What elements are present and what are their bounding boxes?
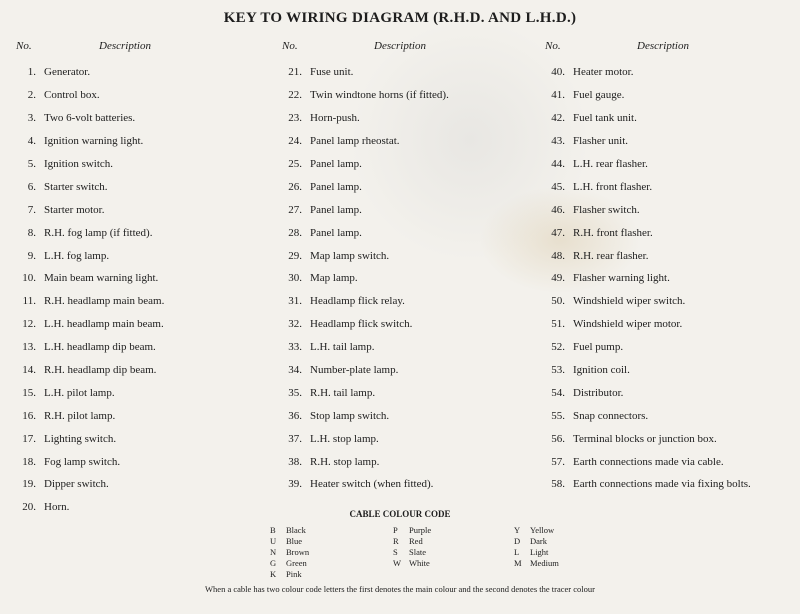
key-number: 36. bbox=[288, 409, 302, 422]
key-number: 17. bbox=[22, 432, 36, 445]
key-description: Fog lamp switch. bbox=[44, 455, 121, 468]
key-description: Fuse unit. bbox=[310, 66, 354, 79]
key-row bbox=[545, 267, 795, 290]
key-description: Lighting switch. bbox=[44, 432, 117, 445]
key-description: R.H. stop lamp. bbox=[310, 455, 380, 468]
key-row bbox=[282, 473, 542, 496]
key-description: L.H. tail lamp. bbox=[310, 341, 375, 354]
key-description: R.H. rear flasher. bbox=[573, 249, 649, 262]
key-description: L.H. fog lamp. bbox=[44, 249, 110, 262]
key-row bbox=[545, 198, 795, 221]
key-description: R.H. tail lamp. bbox=[310, 386, 376, 399]
key-number: 4. bbox=[27, 135, 36, 148]
key-number: 41. bbox=[551, 89, 565, 102]
key-row bbox=[545, 427, 795, 450]
key-row bbox=[282, 61, 542, 84]
colour-name: Dark bbox=[530, 535, 547, 546]
key-row bbox=[282, 221, 542, 244]
key-number: 2. bbox=[27, 89, 36, 102]
column-header bbox=[282, 40, 542, 56]
key-number: 27. bbox=[288, 203, 302, 216]
colour-code-entry bbox=[393, 558, 431, 569]
key-number: 18. bbox=[22, 455, 36, 468]
key-row bbox=[282, 244, 542, 267]
colour-name: Red bbox=[409, 535, 423, 546]
key-description: Horn-push. bbox=[310, 112, 360, 125]
key-description: L.H. pilot lamp. bbox=[44, 386, 115, 399]
key-description: Earth connections made via fixing bolts. bbox=[573, 478, 751, 491]
colour-letter: M bbox=[514, 558, 522, 569]
key-number: 15. bbox=[22, 386, 36, 399]
colour-code-group-1 bbox=[270, 524, 309, 580]
key-row bbox=[282, 198, 542, 221]
key-description: Number-plate lamp. bbox=[310, 364, 399, 377]
colour-letter: L bbox=[514, 546, 520, 557]
key-row bbox=[545, 153, 795, 176]
key-row bbox=[16, 221, 266, 244]
key-number: 30. bbox=[288, 272, 302, 285]
colour-name: Yellow bbox=[530, 524, 555, 535]
colour-letter: S bbox=[393, 546, 398, 557]
key-number: 45. bbox=[551, 180, 565, 193]
colour-code-entry bbox=[514, 535, 559, 546]
key-description: L.H. rear flasher. bbox=[573, 158, 648, 170]
colour-code-entry bbox=[393, 524, 431, 535]
key-description: Windshield wiper switch. bbox=[573, 295, 686, 308]
key-row bbox=[545, 290, 795, 313]
key-number: 20. bbox=[22, 501, 36, 514]
colour-name: Medium bbox=[530, 558, 559, 569]
key-number: 5. bbox=[27, 158, 36, 170]
key-description: R.H. headlamp main beam. bbox=[44, 295, 165, 308]
key-number: 21. bbox=[288, 66, 302, 79]
key-row bbox=[545, 61, 795, 84]
key-row bbox=[545, 175, 795, 198]
key-row bbox=[545, 244, 795, 267]
no-header: No. bbox=[16, 40, 32, 52]
key-row bbox=[16, 290, 266, 313]
colour-code-note: When a cable has two colour code letters the first denotes the main colour and the second denotes the tracer colour bbox=[205, 584, 595, 594]
key-number: 39. bbox=[288, 478, 302, 491]
key-number: 31. bbox=[288, 295, 302, 308]
key-row bbox=[16, 427, 266, 450]
colour-code-entry bbox=[270, 524, 309, 535]
colour-letter: Y bbox=[514, 524, 521, 535]
colour-code-entry bbox=[393, 546, 431, 557]
key-number: 44. bbox=[551, 158, 565, 170]
colour-code-entry bbox=[514, 546, 559, 557]
key-description: Fuel pump. bbox=[573, 341, 624, 354]
key-column-1 bbox=[16, 40, 266, 519]
key-description: R.H. pilot lamp. bbox=[44, 409, 116, 422]
no-header: No. bbox=[282, 40, 298, 52]
key-description: Ignition warning light. bbox=[44, 135, 144, 148]
key-description: Ignition switch. bbox=[44, 158, 114, 170]
description-header: Description bbox=[374, 40, 426, 52]
key-row bbox=[16, 359, 266, 382]
key-description: Horn. bbox=[44, 501, 70, 514]
key-description: R.H. front flasher. bbox=[573, 226, 653, 239]
key-row bbox=[282, 313, 542, 336]
key-number: 6. bbox=[27, 180, 36, 193]
key-number: 12. bbox=[22, 318, 36, 331]
key-number: 35. bbox=[288, 386, 302, 399]
key-number: 47. bbox=[551, 226, 565, 239]
key-row bbox=[282, 84, 542, 107]
key-description: Heater motor. bbox=[573, 66, 634, 79]
key-description: Stop lamp switch. bbox=[310, 409, 390, 422]
key-description: Starter motor. bbox=[44, 203, 105, 216]
colour-letter: K bbox=[270, 569, 277, 580]
key-column-3 bbox=[545, 40, 795, 496]
key-row bbox=[282, 267, 542, 290]
key-description: Windshield wiper motor. bbox=[573, 318, 683, 331]
key-description: Flasher switch. bbox=[573, 203, 640, 216]
key-number: 10. bbox=[22, 272, 36, 285]
key-row bbox=[545, 404, 795, 427]
cable-colour-code-title: CABLE COLOUR CODE bbox=[349, 509, 451, 519]
key-description: Flasher unit. bbox=[573, 135, 628, 148]
key-number: 56. bbox=[551, 432, 565, 445]
key-number: 3. bbox=[27, 112, 36, 125]
key-description: Control box. bbox=[44, 89, 100, 102]
colour-name: Black bbox=[286, 524, 306, 535]
key-description: Fuel gauge. bbox=[573, 89, 625, 102]
key-description: R.H. headlamp dip beam. bbox=[44, 364, 157, 377]
key-number: 8. bbox=[27, 226, 36, 239]
key-row bbox=[16, 175, 266, 198]
key-description: Dipper switch. bbox=[44, 478, 109, 491]
key-row bbox=[545, 450, 795, 473]
key-description: Map lamp switch. bbox=[310, 249, 390, 262]
colour-code-group-2 bbox=[393, 524, 431, 569]
no-header: No. bbox=[545, 40, 561, 52]
key-number: 57. bbox=[551, 455, 565, 468]
key-row bbox=[282, 175, 542, 198]
key-number: 49. bbox=[551, 272, 565, 285]
key-row bbox=[16, 244, 266, 267]
key-description: L.H. stop lamp. bbox=[310, 432, 379, 445]
colour-letter: G bbox=[270, 558, 277, 569]
key-description: Earth connections made via cable. bbox=[573, 455, 724, 468]
key-description: Fuel tank unit. bbox=[573, 112, 637, 125]
key-number: 11. bbox=[22, 295, 36, 308]
colour-code-entry bbox=[270, 558, 309, 569]
colour-code-entry bbox=[270, 535, 309, 546]
key-number: 37. bbox=[288, 432, 302, 445]
key-number: 29. bbox=[288, 249, 302, 262]
colour-code-entry bbox=[514, 558, 559, 569]
description-header: Description bbox=[99, 40, 151, 52]
colour-letter: U bbox=[270, 535, 277, 546]
key-number: 43. bbox=[551, 135, 565, 148]
key-row bbox=[16, 336, 266, 359]
key-row bbox=[545, 473, 795, 496]
colour-name: Blue bbox=[286, 535, 303, 546]
key-description: Headlamp flick switch. bbox=[310, 318, 413, 331]
key-description: Headlamp flick relay. bbox=[310, 295, 405, 308]
key-number: 26. bbox=[288, 180, 302, 193]
key-row bbox=[282, 336, 542, 359]
key-number: 28. bbox=[288, 226, 302, 239]
key-number: 40. bbox=[551, 66, 565, 79]
key-description: Panel lamp. bbox=[310, 226, 362, 239]
key-number: 13. bbox=[22, 341, 36, 354]
key-number: 25. bbox=[288, 158, 302, 170]
key-row bbox=[16, 381, 266, 404]
key-row bbox=[545, 107, 795, 130]
key-description: Panel lamp. bbox=[310, 158, 362, 170]
colour-name: Pink bbox=[286, 569, 302, 580]
key-row bbox=[282, 130, 542, 153]
key-number: 22. bbox=[288, 89, 302, 102]
key-number: 19. bbox=[22, 478, 36, 491]
colour-letter: B bbox=[270, 524, 276, 535]
key-description: Flasher warning light. bbox=[573, 272, 670, 285]
colour-letter: R bbox=[393, 535, 399, 546]
description-header: Description bbox=[637, 40, 689, 52]
key-number: 46. bbox=[551, 203, 565, 216]
colour-name: Green bbox=[286, 558, 307, 569]
key-row bbox=[16, 473, 266, 496]
key-number: 1. bbox=[27, 66, 36, 79]
key-number: 14. bbox=[22, 364, 36, 377]
key-row bbox=[282, 404, 542, 427]
key-description: Generator. bbox=[44, 66, 91, 79]
key-row bbox=[545, 221, 795, 244]
colour-code-group-3 bbox=[514, 524, 559, 569]
key-description: Two 6-volt batteries. bbox=[44, 112, 136, 125]
key-description: Map lamp. bbox=[310, 272, 358, 285]
column-header bbox=[16, 40, 266, 56]
key-row bbox=[545, 336, 795, 359]
key-number: 55. bbox=[551, 409, 565, 422]
key-number: 52. bbox=[551, 341, 565, 354]
colour-code-entry bbox=[270, 569, 309, 580]
key-description: Snap connectors. bbox=[573, 409, 649, 422]
key-description: Panel lamp rheostat. bbox=[310, 135, 400, 148]
colour-letter: P bbox=[393, 524, 398, 535]
key-row bbox=[545, 381, 795, 404]
colour-code-entry bbox=[514, 524, 559, 535]
key-row bbox=[16, 84, 266, 107]
key-number: 58. bbox=[551, 478, 565, 491]
key-row bbox=[16, 153, 266, 176]
key-number: 42. bbox=[551, 112, 565, 125]
key-number: 33. bbox=[288, 341, 302, 354]
key-number: 53. bbox=[551, 364, 565, 377]
key-row bbox=[16, 404, 266, 427]
colour-letter: N bbox=[270, 546, 277, 557]
key-description: Panel lamp. bbox=[310, 203, 362, 216]
key-number: 50. bbox=[551, 295, 565, 308]
key-row bbox=[282, 427, 542, 450]
page-title: KEY TO WIRING DIAGRAM (R.H.D. AND L.H.D.) bbox=[223, 10, 577, 26]
key-number: 34. bbox=[288, 364, 302, 377]
key-description: Distributor. bbox=[573, 386, 624, 399]
key-row bbox=[545, 130, 795, 153]
key-row bbox=[282, 359, 542, 382]
colour-name: Slate bbox=[409, 546, 426, 557]
key-number: 7. bbox=[27, 203, 36, 216]
key-row bbox=[545, 84, 795, 107]
key-row bbox=[16, 267, 266, 290]
column-header bbox=[545, 40, 795, 56]
key-row bbox=[545, 359, 795, 382]
key-row bbox=[282, 381, 542, 404]
key-row bbox=[545, 313, 795, 336]
key-row bbox=[282, 107, 542, 130]
key-number: 32. bbox=[288, 318, 302, 331]
key-column-2 bbox=[282, 40, 542, 496]
key-description: L.H. headlamp main beam. bbox=[44, 318, 164, 331]
colour-name: Light bbox=[530, 546, 549, 557]
colour-letter: D bbox=[514, 535, 521, 546]
colour-name: Purple bbox=[409, 524, 432, 535]
key-description: L.H. headlamp dip beam. bbox=[44, 341, 156, 354]
colour-name: Brown bbox=[286, 546, 310, 557]
key-number: 54. bbox=[551, 386, 565, 399]
key-description: Starter switch. bbox=[44, 180, 108, 193]
key-row bbox=[16, 130, 266, 153]
key-number: 9. bbox=[27, 249, 36, 262]
colour-letter: W bbox=[393, 558, 402, 569]
key-row bbox=[282, 450, 542, 473]
key-number: 48. bbox=[551, 249, 565, 262]
key-number: 23. bbox=[288, 112, 302, 125]
colour-code-entry bbox=[270, 546, 309, 557]
colour-name: White bbox=[409, 558, 430, 569]
colour-code-entry bbox=[393, 535, 431, 546]
key-number: 38. bbox=[288, 455, 302, 468]
key-description: Heater switch (when fitted). bbox=[310, 478, 434, 491]
key-description: Panel lamp. bbox=[310, 180, 362, 193]
key-description: Terminal blocks or junction box. bbox=[573, 432, 717, 445]
key-row bbox=[16, 450, 266, 473]
key-number: 16. bbox=[22, 409, 36, 422]
key-row bbox=[16, 61, 266, 84]
key-row bbox=[16, 198, 266, 221]
key-row bbox=[282, 153, 542, 176]
key-description: R.H. fog lamp (if fitted). bbox=[44, 226, 153, 239]
key-description: Main beam warning light. bbox=[44, 272, 159, 285]
key-number: 24. bbox=[288, 135, 302, 148]
key-row bbox=[16, 107, 266, 130]
key-row bbox=[282, 290, 542, 313]
key-number: 51. bbox=[551, 318, 565, 331]
key-description: Ignition coil. bbox=[573, 364, 630, 377]
key-description: L.H. front flasher. bbox=[573, 180, 653, 193]
key-row bbox=[16, 313, 266, 336]
key-description: Twin windtone horns (if fitted). bbox=[310, 89, 449, 102]
